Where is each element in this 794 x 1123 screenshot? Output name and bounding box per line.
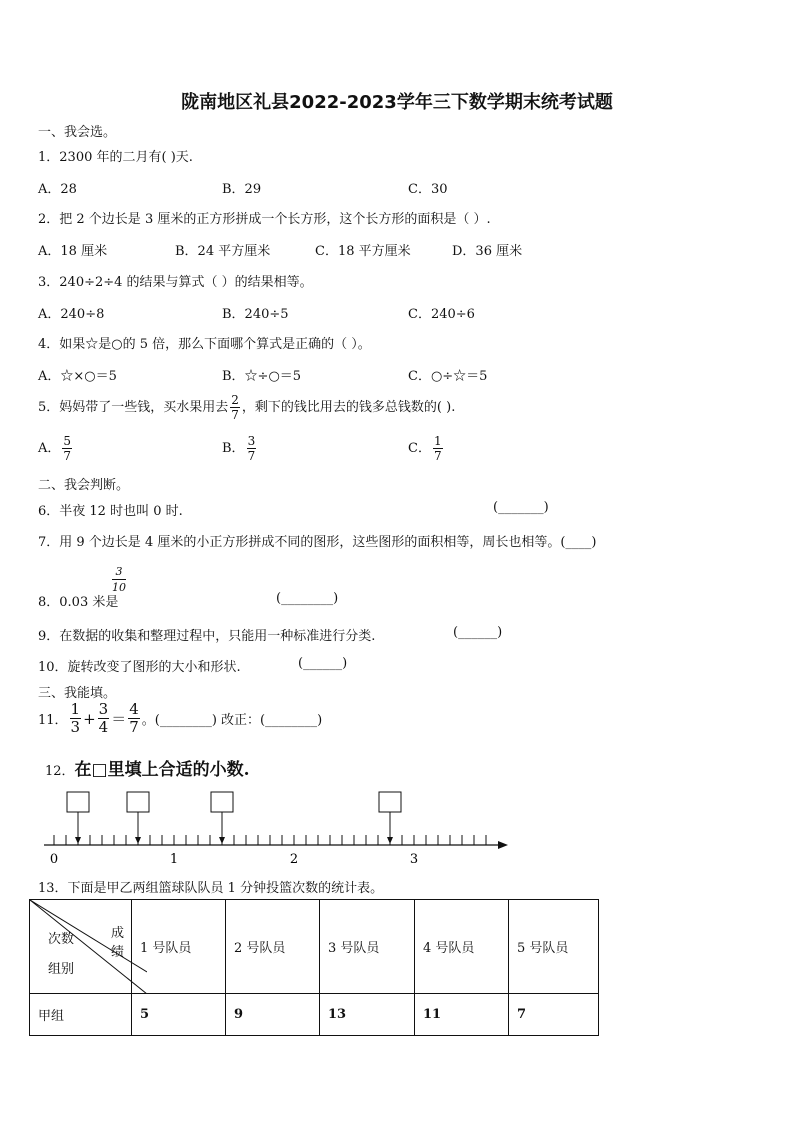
number-line <box>40 790 520 870</box>
answer-box-arrowhead <box>135 837 141 844</box>
q11-f2-num: 3 <box>98 700 109 718</box>
q2-option-b: B．24 平方厘米 <box>175 244 271 259</box>
table-header-cell: 1 号队员 <box>132 900 226 994</box>
q3-option-a: A．240÷8 <box>38 307 105 322</box>
q11-f2-den: 4 <box>98 718 109 736</box>
q4-option-c: C．○÷☆＝5 <box>408 369 488 384</box>
q5-option-b-label: B． <box>222 441 245 456</box>
table-cell: 7 <box>509 994 599 1036</box>
question-6: 6．半夜 12 时也叫 0 时. <box>38 504 183 519</box>
q5-option-a-fraction <box>62 435 72 462</box>
number-line-arrow <box>498 841 508 849</box>
q5-text-post: ，剩下的钱比用去的钱多总钱数的( ). <box>241 400 456 415</box>
page-title: 陇南地区礼县2022-2023学年三下数学期末统考试题 <box>181 92 613 113</box>
section-heading-3: 三、我能填。 <box>38 686 117 701</box>
q4-option-a: A．☆×○＝5 <box>38 369 117 384</box>
corner-label-top: 成绩 <box>111 926 125 960</box>
q5-text-pre: 5．妈妈带了一些钱，买水果用去 <box>38 400 229 415</box>
question-2: 2．把 2 个边长是 3 厘米的正方形拼成一个长方形，这个长方形的面积是（ ）. <box>38 212 491 227</box>
q3-option-c: C．240÷6 <box>408 307 475 322</box>
question-3: 3．240÷2÷4 的结果与算式（ ）的结果相等。 <box>38 275 313 290</box>
q8-answer-blank[interactable]: (________) <box>276 591 339 606</box>
table-header-cell: 2 号队员 <box>226 900 320 994</box>
answer-box-square[interactable] <box>379 792 401 812</box>
table-corner-cell <box>30 900 132 994</box>
q11-tail: 。(________) 改正：(________) <box>141 713 323 728</box>
question-8: 8．0.03 米是 <box>38 595 119 610</box>
q5-option-c <box>408 435 445 462</box>
number-line-labels <box>50 852 418 867</box>
question-5 <box>38 394 455 421</box>
question-7: 7．用 9 个边长是 4 厘米的小正方形拼成不同的图形，这些图形的面积相等，周长也相等。(____) <box>38 535 597 550</box>
q9-answer-blank[interactable]: (______) <box>453 625 503 640</box>
q11-fraction-2 <box>98 702 110 735</box>
answer-box-arrowhead <box>75 837 81 844</box>
q11-fraction-3 <box>128 702 140 735</box>
corner-label-bottom: 组别 <box>48 962 75 977</box>
question-13: 13．下面是甲乙两组篮球队队员 1 分钟投篮次数的统计表。 <box>38 881 384 896</box>
question-10: 10．旋转改变了图形的大小和形状. <box>38 660 241 675</box>
table-header-row <box>30 900 599 994</box>
q2-option-a: A．18 厘米 <box>38 244 108 259</box>
answer-box[interactable] <box>211 792 233 844</box>
q6-answer-blank[interactable]: (_______) <box>493 500 549 515</box>
question-4: 4．如果☆是○的 5 倍，那么下面哪个算式是正确的（ ）。 <box>38 337 371 352</box>
q2-option-c: C．18 平方厘米 <box>315 244 411 259</box>
q5-option-b-den: 7 <box>247 449 256 463</box>
q11-f1-num: 1 <box>70 700 81 718</box>
q12-text: 在□里填上合适的小数. <box>74 760 250 780</box>
answer-box-square[interactable] <box>67 792 89 812</box>
q11-label: 11． <box>38 713 68 728</box>
answer-box[interactable] <box>127 792 149 844</box>
table-header-cell: 3 号队员 <box>320 900 415 994</box>
q5-fraction-numerator: 2 <box>231 393 239 407</box>
answer-box-square[interactable] <box>211 792 233 812</box>
question-11 <box>38 702 322 735</box>
q11-f1-den: 3 <box>70 718 81 736</box>
table-header-cell: 5 号队员 <box>509 900 599 994</box>
q5-option-a-num: 5 <box>63 434 72 448</box>
table-cell: 5 <box>132 994 226 1036</box>
q3-option-b: B．240÷5 <box>222 307 289 322</box>
number-line-ticks <box>54 835 486 845</box>
q5-fraction-denominator: 7 <box>231 408 239 422</box>
q1-option-c: C．30 <box>408 182 448 197</box>
stats-table <box>29 899 599 1036</box>
q8-fraction-denominator: 10 <box>112 581 126 594</box>
question-12 <box>45 755 250 780</box>
answer-box[interactable] <box>67 792 89 844</box>
section-heading-2: 二、我会判断。 <box>38 478 130 493</box>
q5-option-c-den: 7 <box>433 449 442 463</box>
q11-f3-den: 7 <box>129 718 139 736</box>
table-cell: 9 <box>226 994 320 1036</box>
table-header-cell: 4 号队员 <box>415 900 509 994</box>
number-line-label: 1 <box>169 852 179 867</box>
answer-box-arrowhead <box>219 837 225 844</box>
q11-equals-sign: ＝ <box>111 710 127 728</box>
q8-fraction <box>112 566 126 593</box>
q2-option-d: D．36 厘米 <box>452 244 523 259</box>
q5-option-b <box>222 435 258 462</box>
q5-option-a-den: 7 <box>63 449 72 463</box>
q10-answer-blank[interactable]: (______) <box>298 656 348 671</box>
q5-option-c-fraction <box>433 435 443 462</box>
answer-box[interactable] <box>379 792 401 844</box>
q11-plus-sign: + <box>83 709 96 728</box>
table-row-group: 甲组 <box>30 994 132 1036</box>
q11-fraction-1 <box>70 702 82 735</box>
answer-box-square[interactable] <box>127 792 149 812</box>
q8-fraction-numerator: 3 <box>112 566 126 580</box>
q5-option-b-fraction <box>247 435 257 462</box>
q5-option-c-num: 1 <box>433 434 442 448</box>
number-line-label: 2 <box>289 852 299 867</box>
q1-option-b: B．29 <box>222 182 262 197</box>
table-row <box>30 994 599 1036</box>
q5-fraction <box>230 394 240 421</box>
table-cell: 11 <box>415 994 509 1036</box>
q5-option-c-label: C． <box>408 441 431 456</box>
q5-option-a <box>38 435 74 462</box>
q5-option-b-num: 3 <box>247 434 256 448</box>
corner-label-mid: 次数 <box>48 932 75 947</box>
question-9: 9．在数据的收集和整理过程中，只能用一种标准进行分类. <box>38 629 376 644</box>
number-line-label: 0 <box>49 852 59 867</box>
q12-label: 12． <box>45 764 75 779</box>
question-1: 1．2300 年的二月有( )天. <box>38 150 193 165</box>
q1-option-a: A．28 <box>38 182 77 197</box>
q4-option-b: B．☆÷○＝5 <box>222 369 302 384</box>
number-line-label: 3 <box>409 852 419 867</box>
q5-option-a-label: A． <box>38 441 61 456</box>
q11-f3-num: 4 <box>129 700 139 718</box>
answer-box-arrowhead <box>387 837 393 844</box>
section-heading-1: 一、我会选。 <box>38 125 117 140</box>
table-cell: 13 <box>320 994 415 1036</box>
